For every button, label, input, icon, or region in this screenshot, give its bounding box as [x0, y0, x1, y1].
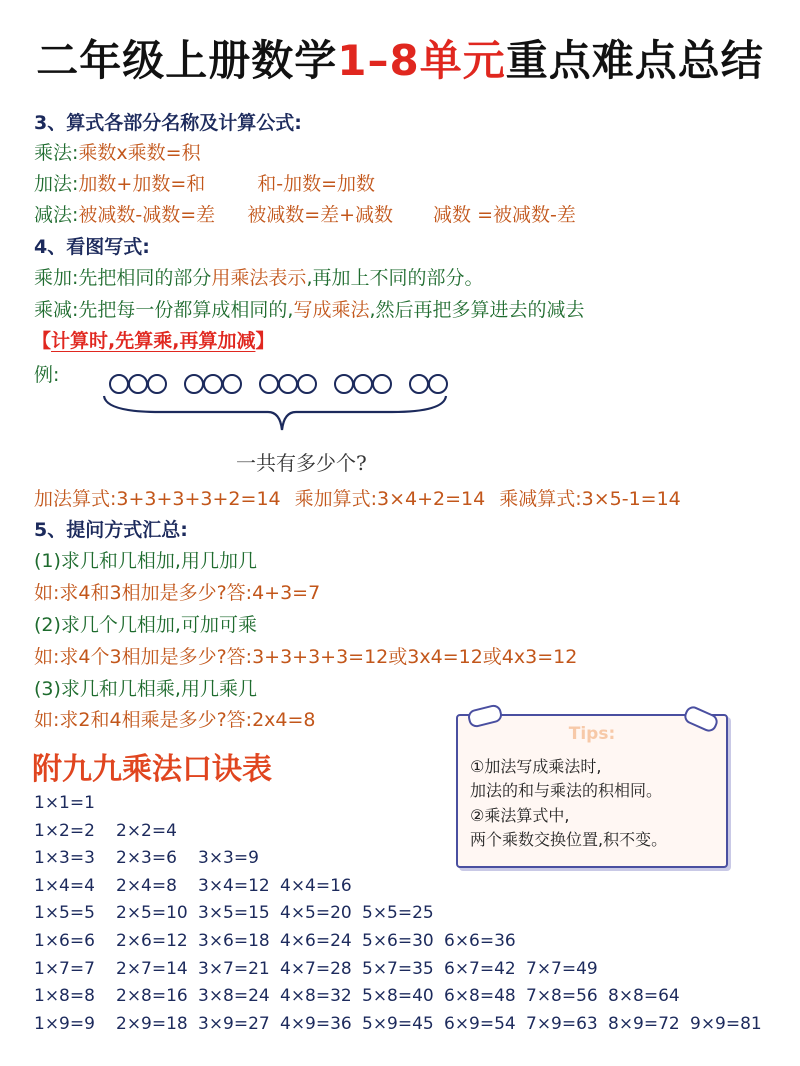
table-cell: 1×5=5: [34, 903, 95, 924]
table-cell: 2×5=10: [116, 903, 188, 924]
table-cell: 4×7=28: [280, 958, 352, 979]
calc-order-rule-text: 计算时,先算乘,再算加减: [51, 330, 256, 352]
add-formula-line: [34, 171, 375, 197]
circle-icon: [185, 375, 203, 393]
title-highlight: 1–8单元: [337, 36, 506, 85]
sub-formula-2: 被减数=差+减数: [247, 204, 394, 226]
table-cell: 1×4=4: [34, 875, 95, 896]
circle-icon: [129, 375, 147, 393]
add-formula-1: 加数+加数=和: [78, 173, 206, 195]
tips-line-2: 加法的和与乘法的积相同。: [470, 781, 663, 800]
example-label: 例:: [34, 364, 60, 386]
table-cell: 7×7=49: [526, 958, 598, 979]
circle-icon: [373, 375, 391, 393]
circle-icon: [410, 375, 428, 393]
diagram-question: 一共有多少个?: [236, 451, 367, 475]
eq-multadd: 乘加算式:3×4+2=14: [294, 488, 486, 510]
table-cell: 2×6=12: [116, 931, 188, 951]
sub-formula-line: [34, 202, 576, 228]
circle-icon: [429, 375, 447, 393]
q3-example: 如:求2和4相乘是多少?答:2x4=8: [34, 709, 316, 731]
multadd-label: 乘加:: [34, 267, 79, 289]
table-cell: 1×6=6: [34, 931, 95, 951]
table-cell: 2×4=8: [116, 875, 177, 896]
table-cell: 1×1=1: [34, 793, 95, 813]
multadd-text-2: 用乘法表示: [211, 267, 307, 289]
table-row: [34, 931, 526, 951]
table-cell: 5×5=25: [362, 903, 434, 924]
circle-icon: [335, 375, 353, 393]
multsub-text-2: 写成乘法: [293, 299, 370, 321]
multadd-text-3: ,再加上不同的部分。: [306, 267, 484, 289]
table-cell: 2×9=18: [116, 1013, 188, 1034]
sub-label: 减法:: [34, 204, 79, 226]
table-cell: 4×4=16: [280, 875, 352, 896]
table-cell: 5×7=35: [362, 958, 434, 979]
circle-icon: [279, 375, 297, 393]
table-cell: 4×6=24: [280, 931, 352, 951]
table-cell: 4×9=36: [280, 1013, 352, 1034]
section3-heading: 3、算式各部分名称及计算公式:: [34, 112, 302, 134]
multsub-label: 乘减:: [34, 299, 79, 321]
eq-add: 加法算式:3+3+3+3+2=14: [34, 488, 281, 510]
mult-formula-line: [34, 140, 201, 166]
table-cell: 6×9=54: [444, 1013, 516, 1034]
q2-rule: (2)求几个几相加,可加可乘: [34, 614, 257, 636]
appendix-title: 附九九乘法口诀表: [32, 752, 272, 787]
multsub-text-1: 先把每一份都算成相同的,: [78, 299, 294, 321]
circle-icon: [223, 375, 241, 393]
q1-rule: (1)求几和几相加,用几加几: [34, 550, 257, 572]
brace-icon: [104, 396, 446, 430]
table-row: [34, 876, 362, 896]
table-row: [34, 903, 444, 923]
circle-icon: [260, 375, 278, 393]
page-title: [0, 28, 800, 88]
multsub-text-3: ,然后再把多算进去的减去: [369, 299, 585, 321]
tips-line-4: 两个乘数交换位置,积不变。: [470, 830, 668, 849]
sub-formula-3: 减数 =被减数-差: [433, 204, 576, 226]
table-cell: 7×9=63: [526, 1013, 598, 1034]
table-cell: 2×8=16: [116, 986, 188, 1007]
q2-example: 如:求4个3相加是多少?答:3+3+3+3=12或3x4=12或4x3=12: [34, 646, 578, 668]
table-cell: 2×7=14: [116, 958, 188, 979]
table-cell: 2×2=4: [116, 820, 177, 841]
q3-rule: (3)求几和几相乘,用几乘几: [34, 678, 257, 700]
table-cell: 3×4=12: [198, 875, 270, 896]
circle-icon: [298, 375, 316, 393]
circle-groups-diagram: [100, 368, 460, 448]
table-cell: 2×3=6: [116, 848, 177, 869]
mult-formula: 乘数x乘数=积: [78, 142, 201, 164]
table-cell: 3×5=15: [198, 903, 270, 924]
section5-heading: 5、提问方式汇总:: [34, 519, 188, 541]
circle-icon: [148, 375, 166, 393]
table-cell: 1×2=2: [34, 820, 95, 841]
table-cell: 8×8=64: [608, 986, 680, 1007]
table-cell: 6×8=48: [444, 986, 516, 1007]
table-cell: 9×9=81: [690, 1013, 762, 1034]
table-cell: 4×8=32: [280, 986, 352, 1007]
table-cell: 7×8=56: [526, 986, 598, 1007]
table-cell: 5×8=40: [362, 986, 434, 1007]
multsub-line: [34, 297, 585, 323]
q1-example: 如:求4和3相加是多少?答:4+3=7: [34, 582, 321, 604]
multadd-line: [34, 265, 483, 291]
circle-icon: [204, 375, 222, 393]
title-tail: 重点难点总结: [505, 36, 764, 85]
tips-box: [456, 714, 728, 868]
circle-icon: [110, 375, 128, 393]
add-formula-2: 和-加数=加数: [257, 173, 376, 195]
mult-label: 乘法:: [34, 142, 79, 164]
table-cell: 6×6=36: [444, 931, 516, 951]
table-cell: 3×3=9: [198, 848, 259, 869]
table-cell: 1×3=3: [34, 848, 95, 869]
tips-title: Tips:: [568, 724, 616, 744]
table-row: [34, 986, 690, 1006]
title-main: 二年级上册数学: [36, 36, 338, 85]
table-row: [34, 848, 280, 868]
table-cell: 8×9=72: [608, 1013, 680, 1034]
table-cell: 4×5=20: [280, 903, 352, 924]
equation-line: [34, 486, 681, 512]
eq-multsub: 乘减算式:3×5-1=14: [499, 488, 681, 510]
table-row: [34, 1014, 772, 1034]
table-cell: 5×9=45: [362, 1013, 434, 1034]
section4-heading: 4、看图写式:: [34, 236, 150, 258]
table-cell: 3×8=24: [198, 986, 270, 1007]
table-cell: 1×9=9: [34, 1013, 95, 1034]
table-row: [34, 959, 608, 979]
multadd-text-1: 先把相同的部分: [78, 267, 212, 289]
tips-line-3: ②乘法算式中,: [470, 806, 570, 825]
calc-order-rule: 【计算时,先算乘,再算加减】: [32, 330, 275, 352]
table-cell: 3×6=18: [198, 931, 270, 951]
table-cell: 6×7=42: [444, 958, 516, 979]
table-cell: 1×8=8: [34, 986, 95, 1007]
table-cell: 1×7=7: [34, 958, 95, 979]
table-cell: 3×9=27: [198, 1013, 270, 1034]
circle-icon: [354, 375, 372, 393]
tips-line-1: ①加法写成乘法时,: [470, 757, 602, 776]
table-row: [34, 793, 116, 813]
table-row: [34, 821, 198, 841]
sub-formula-1: 被减数-减数=差: [78, 204, 216, 226]
add-label: 加法:: [34, 173, 79, 195]
table-cell: 5×6=30: [362, 931, 434, 951]
table-cell: 3×7=21: [198, 958, 270, 979]
